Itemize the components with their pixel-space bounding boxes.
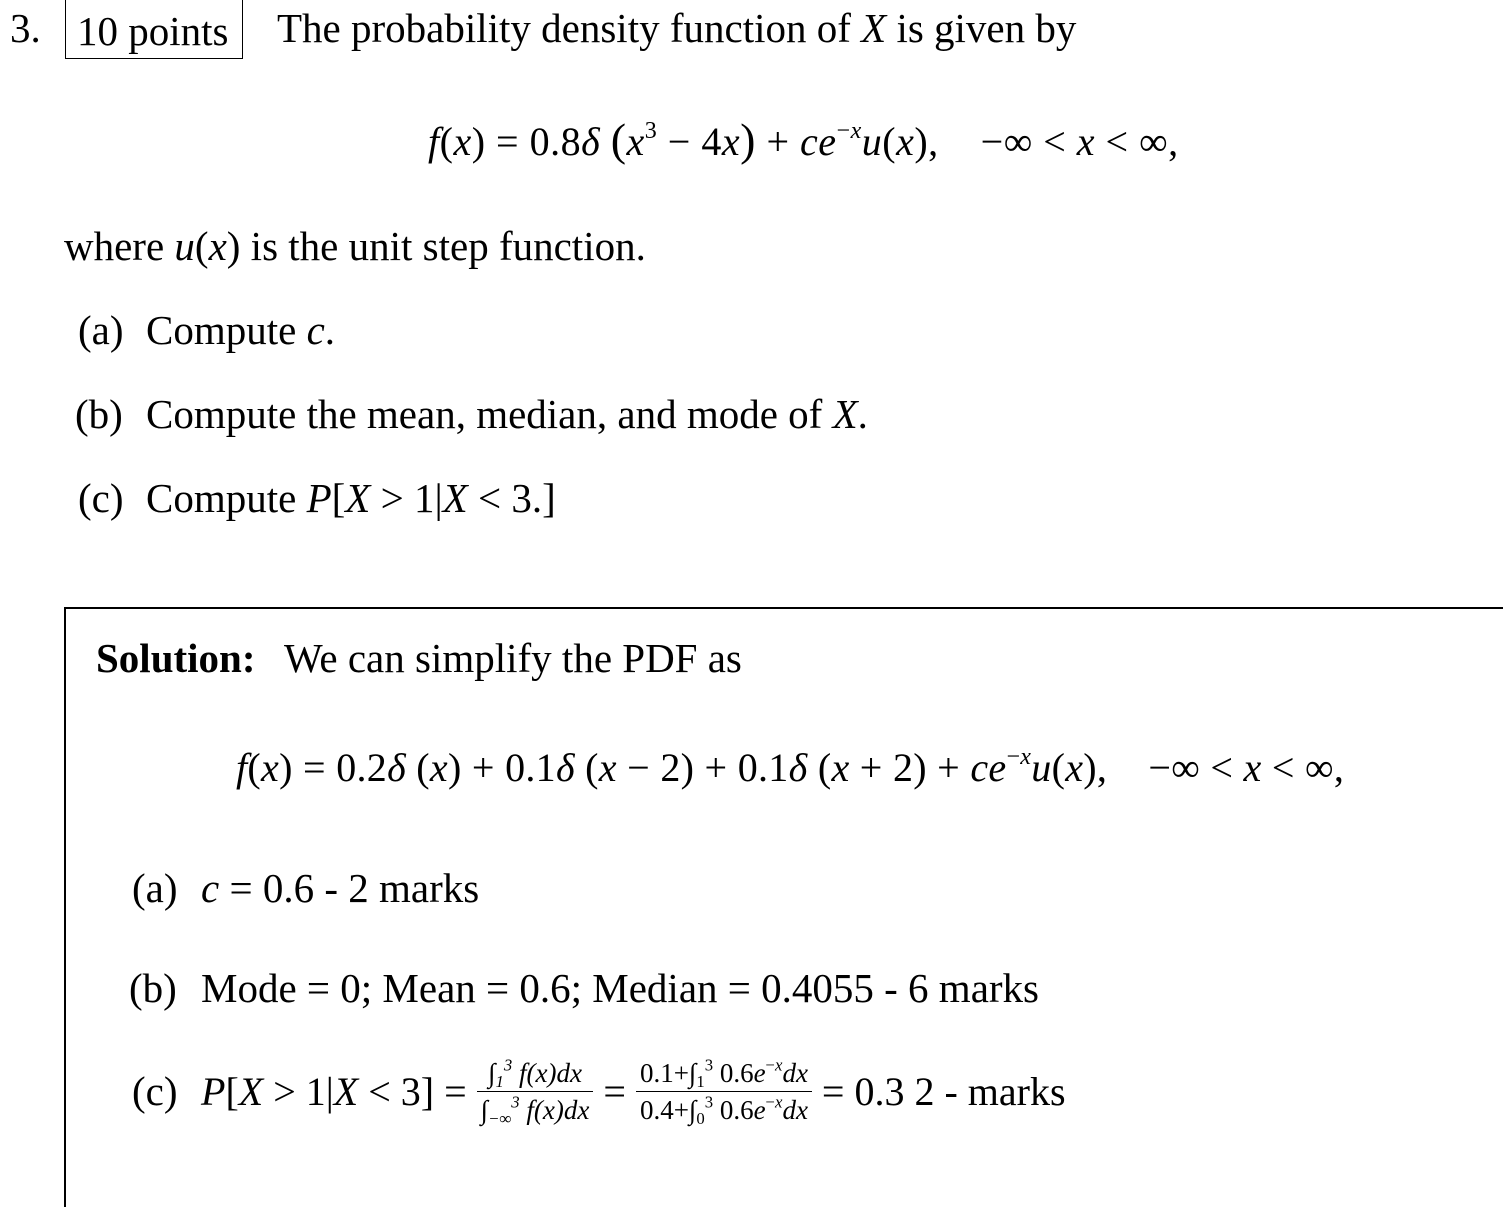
fraction-1 xyxy=(477,1055,594,1129)
where-text: where u(x) is the unit step function. xyxy=(64,223,646,269)
answer-c-expression xyxy=(201,1050,1066,1134)
equals-sign: = xyxy=(593,1069,636,1114)
simplified-pdf: f(x) = 0.2δ (x) + 0.1δ (x − 2) + 0.1δ $(x + 2) + ce^{-x}u(x)$, −∞ < x < ∞, xyxy=(236,744,1345,790)
part-c-label: (c) xyxy=(78,475,124,521)
fraction-2-denominator: $0.4+\int_0^3$ $0.6e^{-x}dx$ xyxy=(639,1092,808,1129)
answer-a-label: (a) xyxy=(132,865,178,911)
answer-c-label: (c) xyxy=(132,1068,178,1114)
solution-intro: We can simplify the PDF as xyxy=(284,635,742,681)
part-a-text: Compute c. xyxy=(146,307,336,353)
part-b-label: (b) xyxy=(75,391,123,437)
answer-c-result: = 0.3 2 - marks xyxy=(821,1069,1066,1114)
problem-intro xyxy=(277,5,1077,51)
points-label: 10 points xyxy=(77,8,229,54)
fraction-1-numerator: $\int_1^3$ f(x)dx xyxy=(477,1058,594,1092)
problem-number: 3. xyxy=(10,5,41,51)
answer-b-label: (b) xyxy=(129,965,177,1011)
answer-a-text: c = 0.6 - 2 marks xyxy=(201,865,480,911)
fraction-1-denominator: $\int_{-\infty}^3$ f(x)dx xyxy=(480,1092,590,1129)
solution-heading: Solution: xyxy=(96,635,256,681)
answer-b-text: Mode = 0; Mean = 0.6; Median = 0.4055 - 6 marks xyxy=(201,965,1039,1011)
part-b-text: Compute the mean, median, and mode of X. xyxy=(146,391,868,437)
answer-c-lhs: P[X > 1|X < 3] = xyxy=(201,1069,477,1114)
fraction-2-numerator: $0.1+\int_1^3$ $0.6e^{-x}dx$ xyxy=(636,1058,812,1092)
problem-intro-text: The probability density function of X is given by xyxy=(277,5,1077,51)
pdf-equation: f(x) = 0.8δ $(x^3 - 4x) + ce^{-x}u(x)$, −∞ < x < ∞, xyxy=(428,114,1179,165)
part-a-label: (a) xyxy=(78,307,124,353)
fraction-2 xyxy=(636,1055,812,1129)
part-c-text: Compute P[X > 1|X < 3.] xyxy=(146,475,556,521)
